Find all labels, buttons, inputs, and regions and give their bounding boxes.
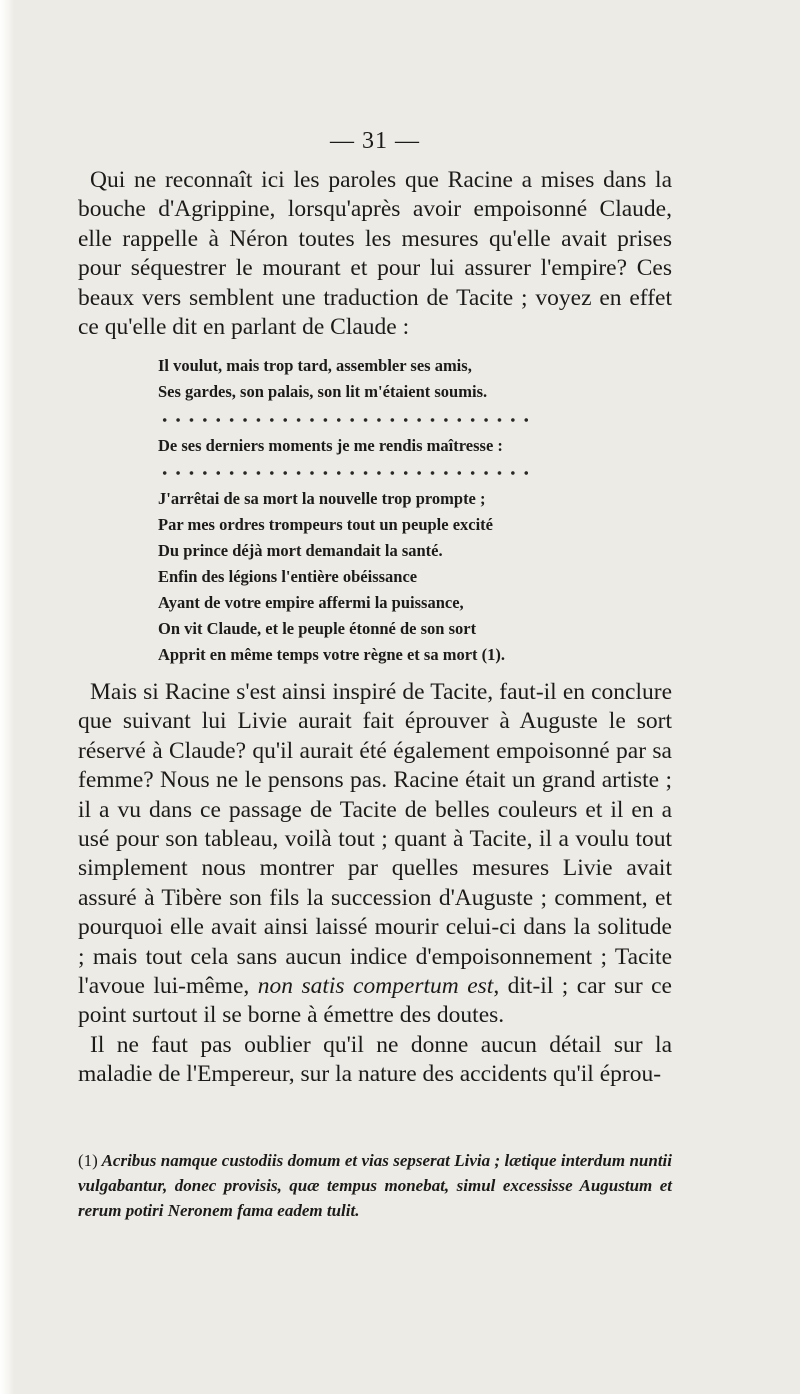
- footnote-text: Acribus namque custodiis domum et vias sepserat Livia ; lætique interdum nuntii vulgabantur, donec provisis, quæ tempus monebat, simul excessisse Augustum et rerum potiri Neronem fama eadem tulit.: [78, 1151, 673, 1220]
- verse-line: Apprit en même temps votre règne et sa mort (1).: [158, 645, 505, 664]
- paragraph-2-text: [78, 678, 672, 1031]
- paragraph-2-part-1: Mais si Racine s'est ainsi inspiré de Tacite, faut-il en conclure que suivant lui Livie aurait fait éprouver à Auguste le sort réservé à Claude? qu'il aurait été également empoisonné par sa femme? Nous ne le pensons pas. Racine était un grand artiste ; il a vu dans ce passage de Tacite de belles couleurs et il en a usé pour son tableau, voilà tout ; quant à Tacite, il a voulu tout simplement nous montrer par quelles mesures Livie avait assuré à Tibère son fils la succession d'Auguste ; comment, et pourquoi elle avait ainsi laissé mourir celui-ci dans la solitude ; mais tout cela sans aucun indice d'empoisonnement ; Tacite l'avoue lui-même,: [78, 679, 672, 1000]
- paragraph-intro: [78, 166, 672, 342]
- verse-line: Il voulut, mais trop tard, assembler ses amis,: [158, 356, 472, 375]
- verse-line: Ayant de votre empire affermi la puissance,: [158, 593, 464, 612]
- ellipsis-dots: [158, 470, 528, 476]
- verse-line: On vit Claude, et le peuple étonné de son sort: [158, 619, 477, 638]
- verse-line: Ses gardes, son palais, son lit m'étaient soumis.: [158, 382, 488, 401]
- footnote: [78, 1148, 672, 1223]
- footnote-mark: (1): [78, 1151, 98, 1170]
- verse-block-1: [158, 353, 578, 405]
- paragraph-3-text: Il ne faut pas oublier qu'il ne donne aucun détail sur la maladie de l'Empereur, sur la nature des accidents qu'il éprou-: [78, 1031, 672, 1088]
- verse-block-3: [158, 486, 578, 668]
- verse-block-2: [158, 433, 578, 459]
- verse-line: De ses derniers moments je me rendis maîtresse :: [158, 436, 503, 455]
- page-edge: [0, 0, 14, 1394]
- latin-quote: non satis compertum est: [257, 973, 494, 1000]
- paragraph-analysis: [78, 678, 672, 1090]
- verse-line: Par mes ordres trompeurs tout un peuple excité: [158, 515, 494, 534]
- verse-line: Du prince déjà mort demandait la santé.: [158, 541, 443, 560]
- ellipsis-dots: [158, 417, 528, 423]
- verse-line: J'arrêtai de sa mort la nouvelle trop prompte ;: [158, 489, 486, 508]
- paragraph-1-text: Qui ne reconnaît ici les paroles que Racine a mises dans la bouche d'Agrippine, lorsqu'après avoir empoisonné Claude, elle rappelle à Néron toutes les mesures qu'elle avait prises pour séquestrer le mourant et pour lui assurer l'empire? Ces beaux vers semblent une traduction de Tacite ; voyez en effet ce qu'elle dit en parlant de Claude :: [78, 167, 672, 341]
- paragraph-2-part-2: , dit-il ; car sur ce point surtout il se borne à émettre des doutes.: [78, 973, 672, 1029]
- page-number: — 31 —: [330, 128, 420, 154]
- verse-line: Enfin des légions l'entière obéissance: [158, 567, 418, 586]
